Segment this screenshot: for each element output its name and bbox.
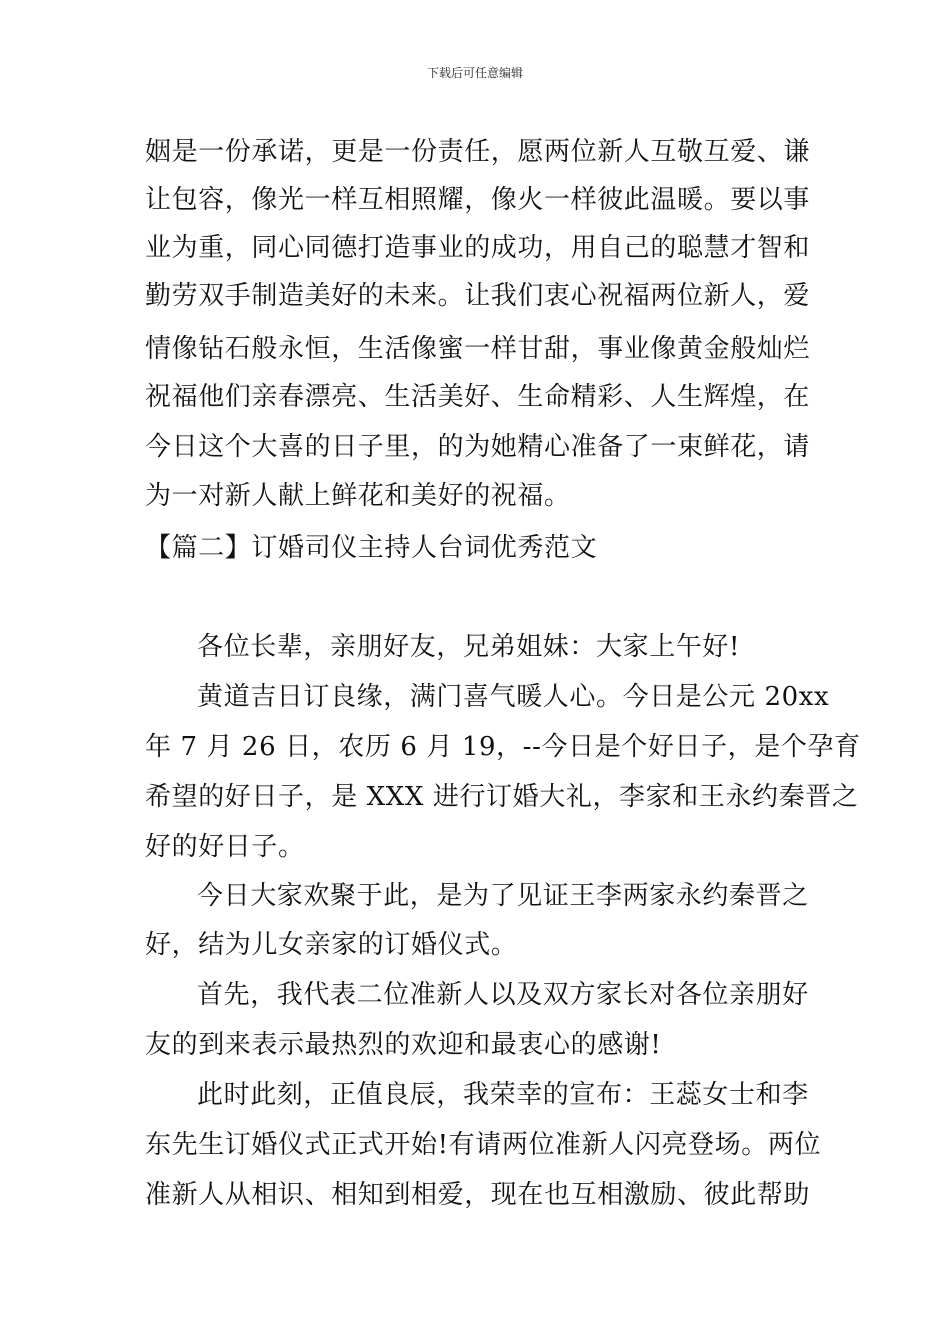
- text-line: 让包容，像光一样互相照耀，像火一样彼此温暖。要以事: [145, 185, 811, 215]
- text-line: 为一对新人献上鲜花和美好的祝福。: [145, 481, 571, 511]
- text-line: 黄道吉日订良缘，满门喜气暖人心。今日是公元 20xx: [197, 682, 830, 712]
- text-line: 祝福他们亲春漂亮、生活美好、生命精彩、人生辉煌，在: [145, 382, 811, 412]
- text-line: 年 7 月 26 日，农历 6 月 19，--今日是个好日子，是个孕育: [145, 732, 861, 762]
- text-line: 准新人从相识、相知到相爱，现在也互相激励、彼此帮助: [145, 1180, 811, 1210]
- text-line: 此时此刻，正值良辰，我荣幸的宣布：王蕊女士和李: [197, 1080, 809, 1110]
- text-line: 勤劳双手制造美好的未来。让我们衷心祝福两位新人，爱: [145, 281, 811, 311]
- text-line: 情像钻石般永恒，生活像蜜一样甘甜，事业像黄金般灿烂: [145, 334, 811, 364]
- text-line: 好的好日子。: [145, 832, 305, 862]
- text-line: 今日大家欢聚于此，是为了见证王李两家永约秦晋之: [197, 881, 809, 911]
- text-line: 首先，我代表二位准新人以及双方家长对各位亲朋好: [197, 980, 809, 1010]
- text-line: 好，结为儿女亲家的订婚仪式。: [145, 930, 518, 960]
- text-line: 各位长辈，亲朋好友，兄弟姐妹：大家上午好!: [197, 632, 741, 662]
- text-line: 姻是一份承诺，更是一份责任，愿两位新人互敬互爱、谦: [145, 137, 811, 167]
- text-line: 希望的好日子，是 XXX 进行订婚大礼，李家和王永约秦晋之: [145, 782, 859, 812]
- text-line: 业为重，同心同德打造事业的成功，用自己的聪慧才智和: [145, 233, 811, 263]
- section-heading: 【篇二】订婚司仪主持人台词优秀范文: [145, 533, 598, 563]
- header-note: 下载后可任意编辑: [426, 66, 523, 80]
- text-line: 友的到来表示最热烈的欢迎和最衷心的感谢!: [145, 1030, 662, 1060]
- text-line: 今日这个大喜的日子里，的为她精心准备了一束鲜花，请: [145, 432, 811, 462]
- text-line: 东先生订婚仪式正式开始!有请两位准新人闪亮登场。两位: [145, 1130, 822, 1160]
